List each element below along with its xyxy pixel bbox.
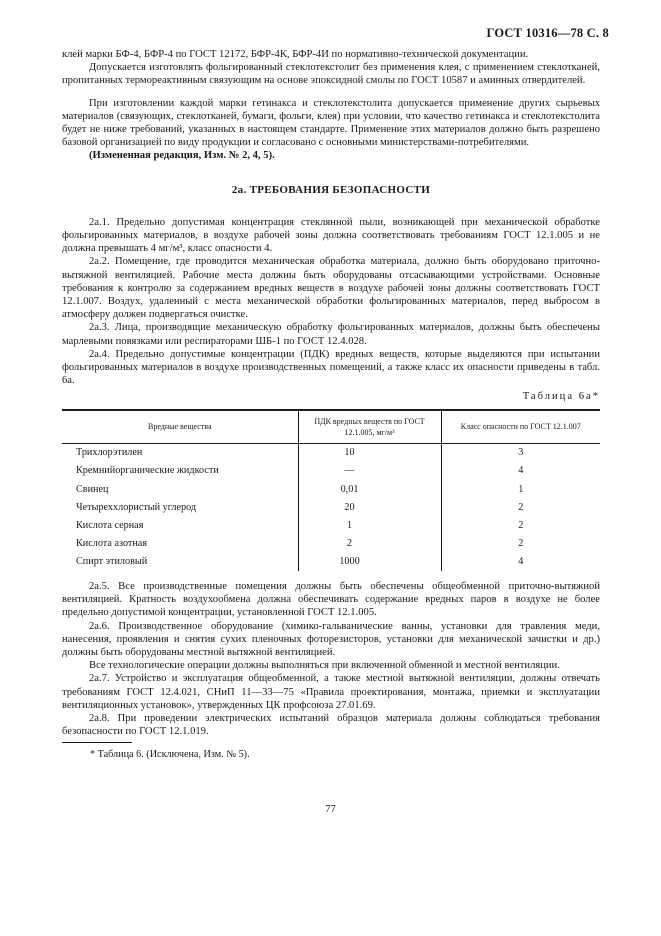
- table-label: Таблица 6а*: [522, 391, 600, 403]
- substance-cell: Спирт этиловый: [76, 556, 148, 568]
- class-cell: 1: [441, 480, 600, 498]
- class-cell: 3: [441, 443, 600, 462]
- pdk-cell: 2: [298, 535, 441, 553]
- paragraph: 2а.3. Лица, производящие механическую обработку фольгированных материалов, должны быть обеспечены марлевыми повязками или респираторами ШБ-1 по ГОСТ 12.4.028.: [62, 322, 600, 347]
- pdk-cell: 1: [298, 516, 441, 534]
- paragraph: Допускается изготовлять фольгированный стеклотекстолит без применения клея, с применением стеклотканей, пропитанных термореактивным связующим на основе эпоксидной смолы по ГОСТ 10587 и аминных отвердителей.: [62, 62, 600, 87]
- table-row: [62, 535, 600, 553]
- page-header: ГОСТ 10316—78 С. 8: [486, 26, 609, 40]
- section-title: 2а. ТРЕБОВАНИЯ БЕЗОПАСНОСТИ: [231, 183, 431, 196]
- pdk-cell: 1000: [298, 553, 441, 571]
- class-cell: 2: [441, 535, 600, 553]
- hazard-table: [62, 409, 600, 571]
- substance-cell: Кремнийорганические жидкости: [76, 465, 219, 477]
- table-row: [62, 462, 600, 480]
- substance-cell: Свинец: [76, 483, 109, 495]
- paragraph: 2а.5. Все производственные помещения должны быть обеспечены общеобменной приточно-вытяжной вентиляцией. Кратность воздухообмена должна обеспечивать содержание вредных паров в воздухе не более предельно допустимой концентрации, установленной ГОСТ 12.1.005.: [62, 580, 600, 619]
- footnote: * Таблица 6. (Исключена, Изм. № 5).: [90, 749, 250, 761]
- paragraph: 2а.8. При проведении электрических испытаний образцов материала должны соблюдаться требования безопасности по ГОСТ 12.1.019.: [62, 713, 600, 738]
- table-row: [62, 443, 600, 462]
- document-body: [62, 48, 600, 762]
- class-cell: 2: [441, 516, 600, 534]
- column-header: ПДК вредных веществ по ГОСТ 12.1.005, мг/м³: [298, 410, 441, 444]
- column-header: Класс опасности по ГОСТ 12.1.007: [441, 410, 600, 444]
- class-cell: 4: [441, 553, 600, 571]
- pdk-cell: 0,01: [298, 480, 441, 498]
- paragraph: 2а.4. Предельно допустимые концентрации (ПДК) вредных веществ, которые выделяются при испытании фольгированных материалов в воздухе производственных помещений, а также класс их опасности приведены в табл. 6а.: [62, 348, 600, 387]
- paragraph: 2а.1. Предельно допустимая концентрация стеклянной пыли, возникающей при механической обработке фольгированных материалов, в воздухе рабочей зоны должна соответствовать требованиям ГОСТ 12.1.005 и не должна превышать 4 мг/м³, класс опасности 4.: [62, 216, 600, 255]
- class-cell: 4: [441, 462, 600, 480]
- paragraph: 2а.2. Помещение, где проводится механическая обработка материала, должно быть оборудовано приточно-вытяжной вентиляцией. Рабочие места должны быть оборудованы отсасывающими устройствами. Основные требования к контролю за содержанием вредных веществ в воздухе рабочей зоны должны соответствовать ГОСТ 12.1.007. Воздух, удаленный с места механической обработки фольгированных материалов, перед выбросом в атмосферу должен подвергаться очистке.: [62, 256, 600, 321]
- pdk-cell: 20: [298, 498, 441, 516]
- table-header-row: [62, 410, 600, 444]
- class-cell: 2: [441, 498, 600, 516]
- pdk-cell: —: [298, 462, 441, 480]
- table-row: [62, 553, 600, 571]
- paragraph: Все технологические операции должны выполняться при включенной обменной и местной вентиляции.: [89, 660, 560, 672]
- footnote-divider: [62, 742, 132, 743]
- table-row: [62, 498, 600, 516]
- paragraph: 2а.7. Устройство и эксплуатация общеобменной, а также местной вытяжной вентиляции, должны отвечать требованиям ГОСТ 12.4.021, СНиП 11—33—75 «Правила проектирования, монтажа, приемки и эксплуатации вентиляционных установок», утвержденных ЦК профсоюза 27.01.69.: [62, 673, 600, 711]
- amendment-note: (Измененная редакция, Изм. № 2, 4, 5).: [89, 150, 275, 162]
- substance-cell: Кислота серная: [76, 519, 144, 531]
- paragraph: клей марки БФ-4, БФР-4 по ГОСТ 12172, БФР-4К, БФР-4И по нормативно-технической документации.: [62, 49, 529, 60]
- paragraph: При изготовлении каждой марки гетинакса и стеклотекстолита допускается применение других сырьевых материалов (связующих, стеклотканей, бумаги, фольги, клея) при условии, что качество гетинакса и стеклотекстолита будет не ниже требований, указанных в настоящем стандарте. Применение этих материалов должно быть разрешено базовой организацией по виду продукции и согласовано с основными министерствами-потребителями.: [62, 97, 600, 149]
- substance-cell: Четыреххлористый углерод: [76, 501, 197, 513]
- table-row: [62, 480, 600, 498]
- column-header: Вредные вещества: [62, 410, 298, 444]
- paragraph: 2а.6. Производственное оборудование (химико-гальванические ванны, установки для травления меди, нанесения, проявления и снятия сухих пленочных фоторезисторов, установки для механической зачистки и др.) должны быть оборудованы местной вытяжной вентиляцией.: [62, 620, 600, 658]
- pdk-cell: 10: [298, 443, 441, 462]
- substance-cell: Трихлорэтилен: [76, 447, 143, 459]
- table-row: [62, 516, 600, 534]
- substance-cell: Кислота азотная: [76, 538, 148, 550]
- page-number: 77: [325, 804, 336, 815]
